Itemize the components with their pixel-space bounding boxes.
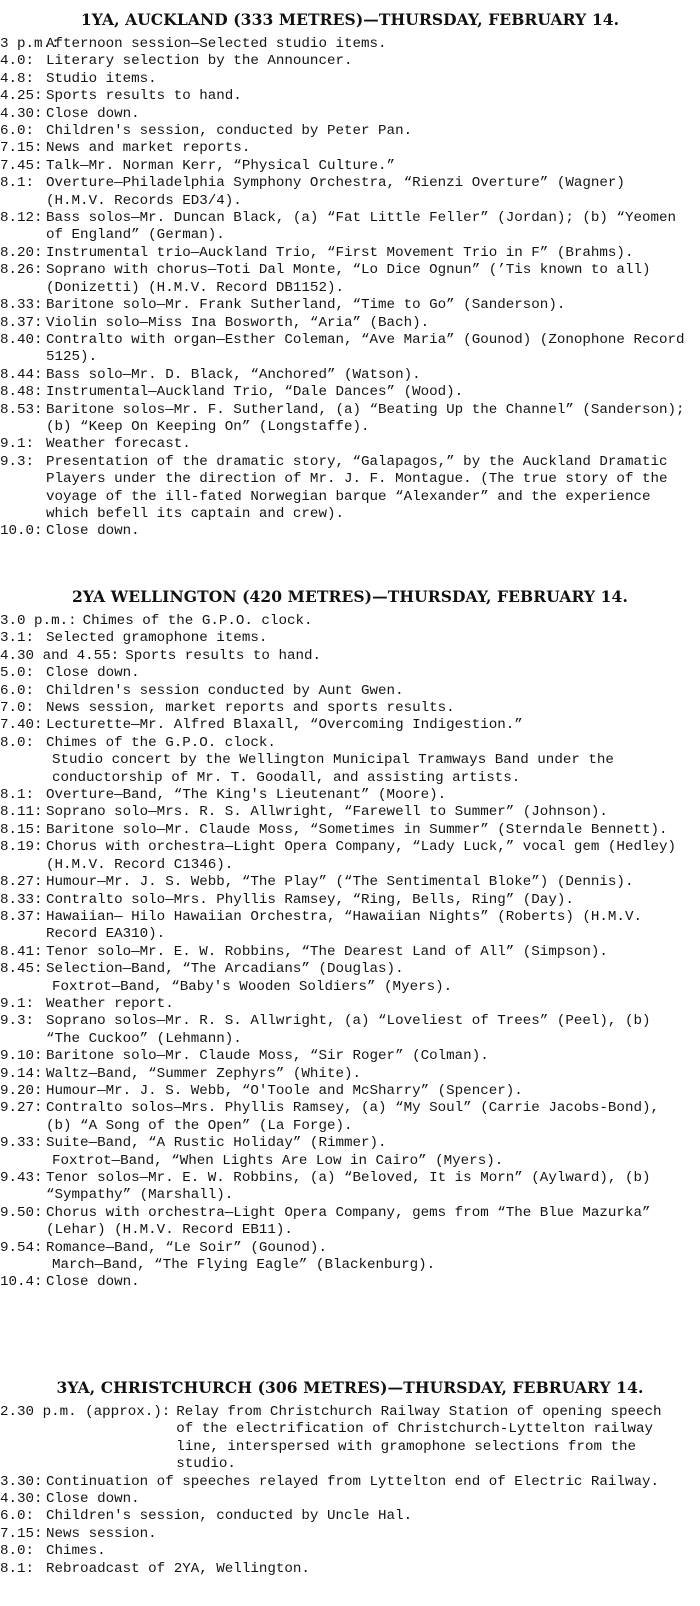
programme-item bbox=[0, 1274, 700, 1291]
programme-description: Chimes of the G.P.O. clock. bbox=[82, 613, 313, 629]
programme-description: Chorus with orchestra—Light Opera Company, “Lady Luck,” vocal gem (Hedley) (H.M.V. Record C1346). bbox=[46, 839, 677, 873]
programme-time: 8.27: bbox=[0, 874, 43, 891]
programme-description: Waltz—Band, “Summer Zephyrs” (White). bbox=[46, 1065, 362, 1082]
programme-item bbox=[0, 88, 700, 105]
programme-time: 8.37: bbox=[0, 314, 43, 331]
programme-time: 8.12: bbox=[0, 210, 43, 227]
programme-description: Children's session conducted by Aunt Gwen. bbox=[46, 682, 404, 699]
programme-item bbox=[0, 1404, 700, 1474]
programme-time: 4.30: bbox=[0, 105, 43, 122]
section-heading: 2YA WELLINGTON (420 METRES)—THURSDAY, FEBRUARY 14. bbox=[72, 587, 628, 606]
programme-list bbox=[0, 613, 700, 1292]
programme-time: 8.40: bbox=[0, 331, 43, 348]
programme-time: 3.0 p.m.: bbox=[0, 613, 77, 629]
programme-item bbox=[0, 839, 700, 874]
programme-time: 6.0: bbox=[0, 682, 35, 699]
programme-time: 5.0: bbox=[0, 665, 35, 682]
programme-item bbox=[0, 665, 700, 682]
programme-description: Sports results to hand. bbox=[125, 647, 322, 664]
programme-time: 8.1: bbox=[0, 787, 35, 804]
programme-description: Relay from Christchurch Railway Station of opening speech of the electrification of Christchurch-Lyttelton railway line, interspersed with gramophone selections from the studio. bbox=[176, 1404, 662, 1473]
programme-item bbox=[0, 944, 700, 961]
section-3ya-christchurch bbox=[0, 1378, 700, 1578]
programme-item bbox=[0, 683, 700, 700]
programme-item bbox=[0, 892, 700, 909]
programme-time: 8.33: bbox=[0, 891, 43, 908]
programme-item bbox=[0, 158, 700, 175]
programme-time: 9.3: bbox=[0, 1013, 35, 1030]
section-2ya-wellington bbox=[0, 587, 700, 1292]
programme-description: Baritone solo—Mr. Claude Moss, “Sometimes in Summer” (Sterndale Bennett). bbox=[46, 821, 668, 838]
programme-description: Children's session, conducted by Uncle Hal. bbox=[46, 1508, 413, 1525]
programme-time: 10.4: bbox=[0, 1274, 43, 1291]
programme-time: 9.1: bbox=[0, 436, 35, 453]
programme-time: 10.0: bbox=[0, 523, 43, 540]
programme-time: 8.53: bbox=[0, 401, 43, 418]
programme-description: Baritone solos—Mr. F. Sutherland, (a) “Beating Up the Channel” (Sanderson); (b) “Keep On Keeping On” (Longstaffe). bbox=[46, 401, 685, 435]
programme-item bbox=[0, 106, 700, 123]
programme-item bbox=[0, 36, 700, 53]
programme-description: Bass solo—Mr. D. Black, “Anchored” (Watson). bbox=[46, 366, 421, 383]
programme-time: 9.20: bbox=[0, 1082, 43, 1099]
programme-time: 3.30: bbox=[0, 1473, 43, 1490]
programme-description: Contralto solo—Mrs. Phyllis Ramsey, “Ring, Bells, Ring” (Day). bbox=[46, 891, 574, 908]
programme-item bbox=[0, 979, 700, 996]
programme-item bbox=[0, 53, 700, 70]
programme-time: 8.33: bbox=[0, 297, 43, 314]
programme-item bbox=[0, 315, 700, 332]
programme-item bbox=[0, 454, 700, 524]
programme-time: 8.0: bbox=[0, 734, 35, 751]
programme-description: Studio items. bbox=[46, 70, 157, 87]
programme-time: 8.45: bbox=[0, 961, 43, 978]
programme-description: Tenor solo—Mr. E. W. Robbins, “The Dearest Land of All” (Simpson). bbox=[46, 943, 608, 960]
programme-item bbox=[0, 1257, 700, 1274]
programme-item bbox=[0, 1083, 700, 1100]
programme-item bbox=[0, 1561, 700, 1578]
programme-item bbox=[0, 1170, 700, 1205]
programme-item bbox=[0, 909, 700, 944]
programme-item bbox=[0, 700, 700, 717]
programme-description: Close down. bbox=[46, 1491, 140, 1508]
section-heading: 3YA, CHRISTCHURCH (306 METRES)—THURSDAY, FEBRUARY 14. bbox=[56, 1378, 644, 1397]
programme-description: Children's session, conducted by Peter Pan. bbox=[46, 123, 413, 140]
programme-time: 7.0: bbox=[0, 700, 35, 717]
programme-item bbox=[0, 1474, 700, 1491]
programme-item bbox=[0, 1240, 700, 1257]
programme-item bbox=[0, 1543, 700, 1560]
programme-description: Instrumental trio—Auckland Trio, “First Movement Trio in F” (Brahms). bbox=[46, 244, 634, 261]
programme-item bbox=[0, 297, 700, 314]
programme-description: Chimes. bbox=[46, 1543, 106, 1560]
programme-description: Contralto with organ—Esther Coleman, “Ave Maria” (Gounod) (Zonophone Record 5125). bbox=[46, 331, 685, 366]
programme-description: Romance—Band, “Le Soir” (Gounod). bbox=[46, 1239, 327, 1256]
programme-time: 3.1: bbox=[0, 630, 35, 647]
programme-time: 9.3: bbox=[0, 453, 35, 470]
programme-time: 8.19: bbox=[0, 839, 43, 856]
programme-description: Presentation of the dramatic story, “Galapagos,” by the Auckland Dramatic Players under the direction of Mr. J. F. Montague. (The true story of the voyage of the ill-fated Norwegian barque “Alexander” and the experience which befell its captain and crew). bbox=[46, 453, 668, 522]
programme-description: Lecturette—Mr. Alfred Blaxall, “Overcoming Indigestion.” bbox=[46, 717, 523, 734]
programme-time: 7.15: bbox=[0, 1525, 43, 1542]
programme-item bbox=[0, 523, 700, 540]
programme-time: 9.14: bbox=[0, 1065, 43, 1082]
programme-item bbox=[0, 367, 700, 384]
programme-item bbox=[0, 71, 700, 88]
programme-time: 9.54: bbox=[0, 1239, 43, 1256]
programme-description: Baritone solo—Mr. Frank Sutherland, “Time to Go” (Sanderson). bbox=[46, 297, 566, 314]
programme-description: Overture—Philadelphia Symphony Orchestra, “Rienzi Overture” (Wagner) (H.M.V. Records ED3/4). bbox=[46, 175, 625, 209]
programme-item bbox=[0, 1066, 700, 1083]
programme-time: 9.1: bbox=[0, 995, 35, 1012]
programme-time: 7.40: bbox=[0, 717, 43, 734]
programme-time: 3 p.m.: bbox=[0, 36, 60, 52]
programme-item bbox=[0, 613, 700, 630]
programme-time: 8.41: bbox=[0, 943, 43, 960]
programme-item bbox=[0, 735, 700, 752]
programme-description: Contralto solos—Mrs. Phyllis Ramsey, (a) “My Soul” (Carrie Jacobs-Bond), (b) “A Song of the Open” (La Forge). bbox=[46, 1100, 659, 1134]
programme-time: 2.30 p.m. (approx.): bbox=[0, 1404, 171, 1420]
programme-description: Studio concert by the Wellington Municipal Tramways Band under the conductorship of Mr. T. Goodall, and assisting artists. bbox=[52, 752, 614, 786]
programme-description: Sports results to hand. bbox=[46, 88, 242, 105]
programme-description: Foxtrot—Band, “When Lights Are Low in Cairo” (Myers). bbox=[52, 1152, 504, 1169]
programme-description: Suite—Band, “A Rustic Holiday” (Rimmer). bbox=[46, 1135, 387, 1152]
programme-item bbox=[0, 210, 700, 245]
programme-time: 6.0: bbox=[0, 123, 35, 140]
programme-description: Soprano solos—Mr. R. S. Allwright, (a) “Loveliest of Trees” (Peel), (b) “The Cuckoo” (Lehmann). bbox=[46, 1013, 651, 1047]
programme-time: 8.20: bbox=[0, 244, 43, 261]
programme-time: 8.26: bbox=[0, 262, 43, 279]
programme-item bbox=[0, 436, 700, 453]
programme-description: Weather forecast. bbox=[46, 436, 191, 453]
programme-item bbox=[0, 175, 700, 210]
programme-description: Humour—Mr. J. S. Webb, “The Play” (“The Sentimental Bloke”) (Dennis). bbox=[46, 874, 634, 891]
programme-description: News session. bbox=[46, 1525, 157, 1542]
programme-time: 9.10: bbox=[0, 1048, 43, 1065]
programme-time: 6.0: bbox=[0, 1508, 35, 1525]
programme-time: 8.44: bbox=[0, 366, 43, 383]
programme-time: 4.30 and 4.55: bbox=[0, 647, 120, 664]
programme-item bbox=[0, 140, 700, 157]
programme-description: Overture—Band, “The King's Lieutenant” (Moore). bbox=[46, 787, 447, 804]
programme-time: 4.8: bbox=[0, 70, 35, 87]
programme-item bbox=[0, 752, 700, 787]
programme-list bbox=[0, 36, 700, 541]
programme-item bbox=[0, 1100, 700, 1135]
programme-description: Hawaiian— Hilo Hawaiian Orchestra, “Hawaiian Nights” (Roberts) (H.M.V. Record EA310). bbox=[46, 908, 642, 943]
programme-item bbox=[0, 402, 700, 437]
programme-time: 9.50: bbox=[0, 1204, 43, 1221]
programme-item bbox=[0, 961, 700, 978]
programme-description: Selected gramophone items. bbox=[46, 630, 268, 647]
programme-description: Soprano solo—Mrs. R. S. Allwright, “Farewell to Summer” (Johnson). bbox=[46, 804, 608, 821]
programme-description: Weather report. bbox=[46, 995, 174, 1012]
programme-description: Foxtrot—Band, “Baby's Wooden Soldiers” (Myers). bbox=[52, 978, 453, 995]
programme-description: Close down. bbox=[46, 665, 140, 682]
programme-description: Continuation of speeches relayed from Lyttelton end of Electric Railway. bbox=[46, 1473, 659, 1490]
programme-time: 4.0: bbox=[0, 53, 35, 70]
programme-description: Humour—Mr. J. S. Webb, “O'Toole and McSharry” (Spencer). bbox=[46, 1082, 523, 1099]
programme-description: Violin solo—Miss Ina Bosworth, “Aria” (Bach). bbox=[46, 314, 430, 331]
programme-time: 7.15: bbox=[0, 140, 43, 157]
programme-time: 8.15: bbox=[0, 821, 43, 838]
programme-time: 9.33: bbox=[0, 1135, 43, 1152]
programme-item bbox=[0, 1205, 700, 1240]
programme-item bbox=[0, 245, 700, 262]
programme-description: Baritone solo—Mr. Claude Moss, “Sir Roger” (Colman). bbox=[46, 1048, 489, 1065]
programme-item bbox=[0, 804, 700, 821]
programme-item bbox=[0, 1135, 700, 1152]
programme-item bbox=[0, 996, 700, 1013]
programme-time: 4.25: bbox=[0, 88, 43, 105]
programme-item bbox=[0, 787, 700, 804]
programme-time: 7.45: bbox=[0, 157, 43, 174]
programme-item bbox=[0, 1526, 700, 1543]
programme-item bbox=[0, 717, 700, 734]
programme-description: Literary selection by the Announcer. bbox=[46, 53, 353, 70]
programme-list bbox=[0, 1404, 700, 1578]
programme-item bbox=[0, 648, 700, 665]
programme-description: March—Band, “The Flying Eagle” (Blackenburg). bbox=[52, 1257, 436, 1274]
programme-description: Instrumental—Auckland Trio, “Dale Dances” (Wood). bbox=[46, 384, 464, 401]
programme-description: Soprano with chorus—Toti Dal Monte, “Lo Dice Ognun” (’Tis known to all) (Donizetti) (H.M.V. Record DB1152). bbox=[46, 262, 651, 296]
programme-time: 8.48: bbox=[0, 384, 43, 401]
programme-item bbox=[0, 1013, 700, 1048]
programme-item bbox=[0, 1491, 700, 1508]
programme-description: News session, market reports and sports results. bbox=[46, 700, 455, 717]
programme-time: 4.30: bbox=[0, 1491, 43, 1508]
programme-description: Tenor solos—Mr. E. W. Robbins, (a) “Beloved, It is Morn” (Aylward), (b) “Sympathy” (Marshall). bbox=[46, 1170, 651, 1204]
programme-time: 9.43: bbox=[0, 1170, 43, 1186]
programme-time: 8.1: bbox=[0, 1560, 35, 1577]
programme-item bbox=[0, 332, 700, 367]
programme-item bbox=[0, 384, 700, 401]
programme-time: 8.37: bbox=[0, 908, 43, 925]
programme-description: Afternoon session—Selected studio items. bbox=[46, 36, 387, 52]
programme-item bbox=[0, 822, 700, 839]
programme-item bbox=[0, 1048, 700, 1065]
programme-time: 8.1: bbox=[0, 175, 35, 192]
programme-item bbox=[0, 874, 700, 891]
section-heading: 1YA, AUCKLAND (333 METRES)—THURSDAY, FEBRUARY 14. bbox=[80, 10, 620, 29]
programme-description: Close down. bbox=[46, 523, 140, 540]
programme-description: Rebroadcast of 2YA, Wellington. bbox=[46, 1560, 310, 1577]
programme-description: Bass solos—Mr. Duncan Black, (a) “Fat Little Feller” (Jordan); (b) “Yeomen of England” (German). bbox=[46, 210, 677, 244]
programme-item bbox=[0, 262, 700, 297]
programme-description: Chimes of the G.P.O. clock. bbox=[46, 734, 276, 751]
programme-item bbox=[0, 123, 700, 140]
programme-description: Close down. bbox=[46, 105, 140, 122]
programme-description: Chorus with orchestra—Light Opera Company, gems from “The Blue Mazurka” (Lehar) (H.M.V. Record EB11). bbox=[46, 1204, 651, 1239]
programme-description: News and market reports. bbox=[46, 140, 251, 157]
programme-time: 8.11: bbox=[0, 804, 43, 821]
programme-item bbox=[0, 630, 700, 647]
programme-time: 9.27: bbox=[0, 1100, 43, 1117]
programme-description: Close down. bbox=[46, 1274, 140, 1291]
programme-description: Selection—Band, “The Arcadians” (Douglas). bbox=[46, 961, 404, 978]
programme-item bbox=[0, 1508, 700, 1525]
programme-item bbox=[0, 1153, 700, 1170]
section-1ya-auckland bbox=[0, 10, 700, 541]
programme-time: 8.0: bbox=[0, 1543, 35, 1560]
programme-description: Talk—Mr. Norman Kerr, “Physical Culture.” bbox=[46, 157, 396, 174]
